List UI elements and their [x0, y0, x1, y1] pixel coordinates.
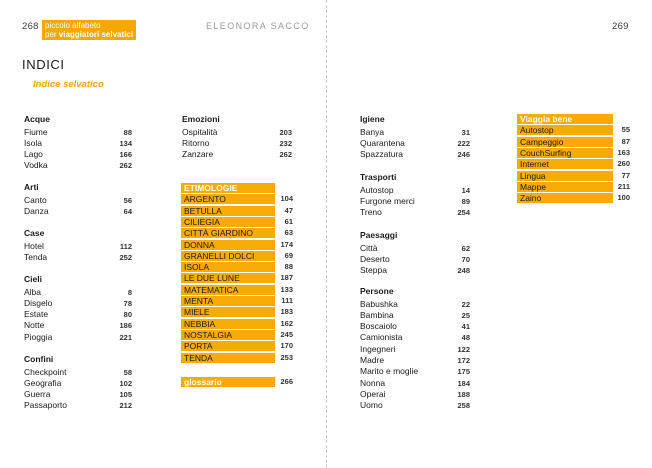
- entry-label: Tenda: [24, 251, 48, 262]
- entry-page-number: 262: [119, 161, 132, 171]
- entry-page-number: 8: [127, 287, 132, 297]
- index-entry: [24, 252, 132, 263]
- entry-label: Ritorno: [182, 137, 210, 148]
- entry-label: Notte: [24, 320, 45, 331]
- travel-tips-page-number: 260: [617, 159, 630, 169]
- entry-page-number: 56: [123, 195, 132, 205]
- entry-page-number: 184: [457, 378, 470, 388]
- index-entry: [360, 138, 470, 149]
- glossary-entry: glossario: [181, 377, 275, 387]
- index-entry: [360, 310, 470, 321]
- entry-page-number: 254: [457, 208, 470, 218]
- left-page-number: 268: [22, 21, 39, 32]
- index-entry: [24, 389, 132, 400]
- index-entry: [24, 127, 132, 138]
- index-entry: [360, 332, 470, 343]
- right-page-number: 269: [612, 21, 629, 32]
- entry-page-number: 203: [279, 127, 292, 137]
- entry-page-number: 175: [457, 367, 470, 377]
- entry-label: Treno: [360, 207, 382, 218]
- entry-page-number: 172: [457, 356, 470, 365]
- entry-label: Danza: [24, 205, 49, 216]
- travel-tips-page-number: 211: [617, 181, 630, 191]
- etymology-entry: BETULLA: [181, 206, 275, 216]
- entry-label: Camionista: [360, 332, 403, 343]
- entry-page-number: 41: [461, 322, 470, 332]
- gutter-fold: [326, 0, 327, 468]
- etymology-entry: GRANELLI DOLCI: [181, 251, 275, 261]
- index-entry: [24, 206, 132, 217]
- travel-tips-entry: Autostop: [517, 125, 613, 135]
- etymology-page-number: 61: [284, 216, 293, 226]
- book-title-tag: [42, 20, 136, 40]
- entry-label: Guerra: [24, 389, 51, 400]
- group-title: Case: [24, 228, 45, 238]
- entry-page-number: 62: [461, 243, 470, 253]
- etymology-page-number: 245: [280, 329, 293, 339]
- group-title: Igiene: [360, 114, 385, 124]
- etymology-page-number: 133: [280, 284, 293, 294]
- entry-page-number: 31: [461, 127, 470, 137]
- entry-label: Isola: [24, 137, 42, 148]
- entry-page-number: 102: [119, 378, 132, 388]
- index-entry: [182, 127, 292, 138]
- entry-label: Checkpoint: [24, 366, 67, 377]
- entry-label: Ospitalità: [182, 126, 218, 137]
- index-entry: [24, 149, 132, 160]
- section-title: INDICI: [22, 57, 65, 72]
- entry-page-number: 78: [123, 298, 132, 308]
- entry-page-number: 89: [461, 196, 470, 206]
- entry-label: Marito e moglie: [360, 366, 419, 377]
- index-entry: [24, 320, 132, 331]
- etymology-page-number: 187: [280, 273, 293, 283]
- entry-page-number: 134: [119, 138, 132, 148]
- travel-tips-entry: Campeggio: [517, 137, 613, 147]
- index-entry: [182, 149, 292, 160]
- etymology-page-number: 88: [284, 262, 293, 272]
- entry-page-number: 188: [457, 389, 470, 399]
- travel-tips-page-number: 163: [617, 147, 630, 157]
- entry-label: Furgone merci: [360, 195, 415, 206]
- entry-page-number: 14: [461, 185, 470, 195]
- entry-page-number: 258: [457, 401, 470, 411]
- book-title-prefix: per: [45, 30, 59, 39]
- entry-page-number: 122: [457, 344, 470, 354]
- index-entry: [360, 196, 470, 207]
- index-entry: [360, 127, 470, 138]
- group-title: Cieli: [24, 274, 42, 284]
- entry-page-number: 248: [457, 266, 470, 276]
- index-entry: [360, 378, 470, 389]
- entry-label: Pioggia: [24, 331, 53, 342]
- entry-label: Uomo: [360, 400, 383, 411]
- entry-page-number: 232: [279, 138, 292, 148]
- entry-label: Alba: [24, 286, 42, 297]
- entry-label: Steppa: [360, 265, 387, 276]
- entry-page-number: 246: [457, 150, 470, 160]
- etymology-entry: MENTA: [181, 296, 275, 306]
- entry-page-number: 80: [123, 310, 132, 320]
- group-title: Trasporti: [360, 172, 397, 182]
- index-entry: [24, 195, 132, 206]
- index-entry: [360, 321, 470, 332]
- entry-page-number: 22: [461, 299, 470, 309]
- index-entry: [360, 344, 470, 355]
- entry-page-number: 212: [119, 401, 132, 411]
- entry-page-number: 88: [123, 127, 132, 137]
- etymology-heading: ETIMOLOGIE: [181, 183, 275, 193]
- entry-label: Banya: [360, 126, 385, 137]
- entry-page-number: 222: [457, 138, 470, 148]
- index-entry: [24, 332, 132, 343]
- book-title-line1: piccolo alfabeto: [45, 21, 101, 30]
- entry-label: Babushka: [360, 298, 398, 309]
- entry-label: Operai: [360, 388, 386, 399]
- etymology-page-number: 63: [284, 228, 293, 238]
- entry-label: Autostop: [360, 184, 394, 195]
- entry-page-number: 252: [119, 252, 132, 262]
- etymology-page-number: 174: [280, 239, 293, 249]
- index-entry: [360, 265, 470, 276]
- entry-label: Ingegneri: [360, 343, 396, 354]
- index-entry: [24, 138, 132, 149]
- group-title: Confini: [24, 354, 54, 364]
- entry-page-number: 105: [119, 390, 132, 400]
- index-entry: [360, 254, 470, 265]
- author-running-head: ELEONORA SACCO: [206, 21, 310, 31]
- etymology-entry: DONNA: [181, 240, 275, 250]
- entry-label: Lago: [24, 149, 43, 160]
- etymology-entry: NOSTALGIA: [181, 330, 275, 340]
- entry-page-number: 186: [119, 321, 132, 331]
- etymology-page-number: 170: [280, 341, 293, 351]
- group-title: Persone: [360, 286, 394, 296]
- index-entry: [24, 378, 132, 389]
- etymology-page-number: 183: [280, 307, 293, 317]
- travel-tips-entry: CouchSurfing: [517, 148, 613, 158]
- entry-page-number: 70: [461, 254, 470, 264]
- index-entry: [24, 298, 132, 309]
- entry-page-number: 48: [461, 333, 470, 343]
- etymology-page-number: 69: [284, 250, 293, 260]
- etymology-entry: TENDA: [181, 353, 275, 363]
- index-entry: [24, 241, 132, 252]
- index-entry: [24, 160, 132, 171]
- entry-label: Boscaiolo: [360, 321, 397, 332]
- index-entry: [24, 309, 132, 320]
- travel-tips-page-number: 87: [621, 136, 630, 146]
- travel-tips-page-number: 55: [621, 125, 630, 135]
- index-entry: [360, 185, 470, 196]
- entry-page-number: 112: [119, 241, 132, 251]
- travel-tips-entry: Lingua: [517, 171, 613, 181]
- travel-tips-entry: Mappe: [517, 182, 613, 192]
- entry-page-number: 262: [279, 150, 292, 160]
- index-entry: [360, 243, 470, 254]
- entry-label: Vodka: [24, 160, 48, 171]
- group-title: Arti: [24, 182, 39, 192]
- index-entry: [360, 299, 470, 310]
- entry-page-number: 221: [119, 332, 132, 342]
- travel-tips-heading: Viaggia bene: [517, 114, 613, 124]
- book-title-line2: [45, 30, 133, 39]
- etymology-entry: ISOLA: [181, 262, 275, 272]
- entry-label: Deserto: [360, 253, 390, 264]
- entry-label: Fiume: [24, 126, 48, 137]
- etymology-entry: MIELE: [181, 307, 275, 317]
- etymology-entry: CILIEGIA: [181, 217, 275, 227]
- travel-tips-page-number: 100: [617, 193, 630, 203]
- travel-tips-entry: Zaino: [517, 193, 613, 203]
- index-entry: [24, 287, 132, 298]
- entry-page-number: 25: [461, 310, 470, 320]
- etymology-entry: LE DUE LUNE: [181, 273, 275, 283]
- entry-page-number: 58: [123, 367, 132, 377]
- entry-label: Zanzare: [182, 149, 214, 160]
- index-entry: [360, 389, 470, 400]
- index-entry: [360, 149, 470, 160]
- etymology-entry: ARGENTO: [181, 194, 275, 204]
- entry-label: Canto: [24, 194, 47, 205]
- index-entry: [24, 367, 132, 378]
- book-title-bold: viaggiatori selvatici: [58, 30, 134, 39]
- group-title: Acque: [24, 114, 50, 124]
- index-entry: [182, 138, 292, 149]
- travel-tips-page-number: 77: [621, 170, 630, 180]
- etymology-entry: CITTÀ GIARDINO: [181, 228, 275, 238]
- entry-page-number: 166: [119, 150, 132, 160]
- travel-tips-entry: Internet: [517, 159, 613, 169]
- glossary-page-number: 266: [280, 377, 293, 386]
- entry-label: Geografia: [24, 377, 62, 388]
- entry-label: Città: [360, 242, 378, 253]
- entry-label: Estate: [24, 309, 49, 320]
- entry-label: Passaporto: [24, 400, 67, 411]
- entry-label: Disgelo: [24, 297, 53, 308]
- entry-page-number: 64: [123, 206, 132, 216]
- entry-label: Nonna: [360, 377, 386, 388]
- etymology-entry: NEBBIA: [181, 319, 275, 329]
- etymology-page-number: 111: [281, 296, 293, 305]
- entry-label: Bambina: [360, 309, 394, 320]
- group-title: Paesaggi: [360, 230, 398, 240]
- etymology-entry: PORTA: [181, 341, 275, 351]
- etymology-page-number: 104: [280, 194, 293, 204]
- entry-label: Hotel: [24, 240, 44, 251]
- entry-label: Spazzatura: [360, 149, 403, 160]
- entry-label: Madre: [360, 355, 385, 365]
- etymology-page-number: 47: [284, 205, 293, 215]
- group-title: Emozioni: [182, 114, 220, 124]
- index-entry: [360, 207, 470, 218]
- index-entry: [360, 366, 470, 377]
- index-entry: [360, 400, 470, 411]
- etymology-page-number: 162: [280, 318, 293, 328]
- entry-label: Quarantena: [360, 137, 405, 148]
- index-entry: [24, 400, 132, 411]
- index-entry: [360, 355, 470, 366]
- etymology-entry: MATEMATICA: [181, 285, 275, 295]
- index-subtitle: Indice selvatico: [33, 79, 104, 90]
- etymology-page-number: 253: [280, 352, 293, 362]
